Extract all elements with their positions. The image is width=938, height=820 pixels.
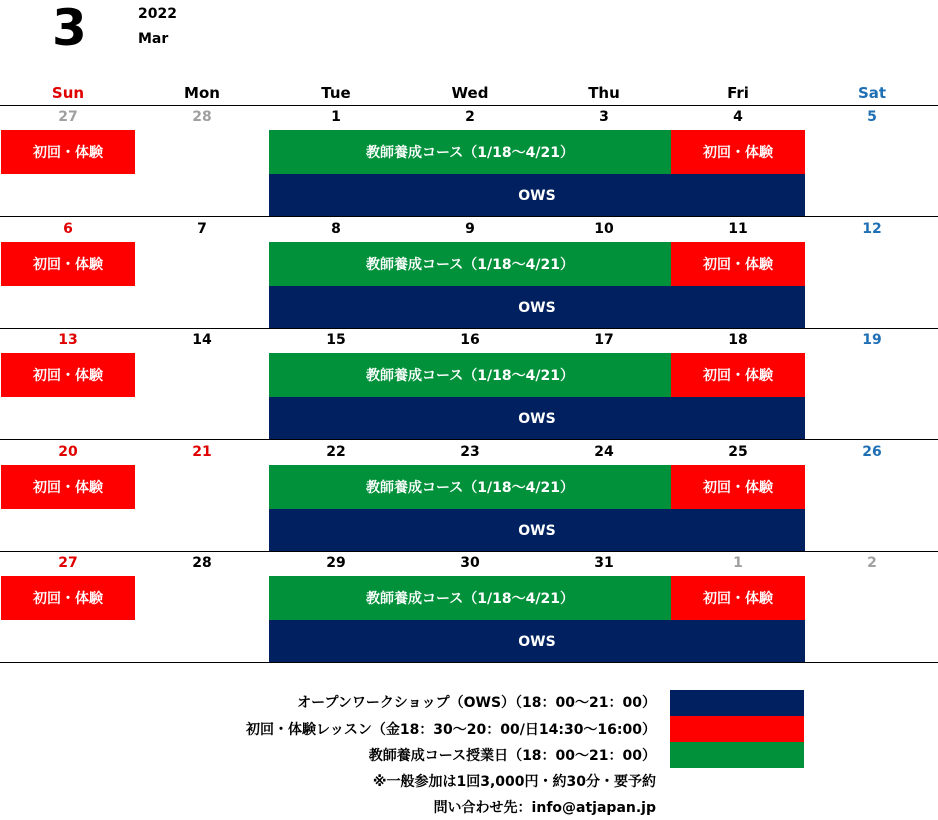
teacher-course-event[interactable]: 教師養成コース（1/18～4/21） [269,130,671,174]
day-number[interactable]: 18 [728,332,748,348]
weekday-thu: Thu [588,84,620,102]
legend-teacher-label: 教師養成コース授業日（18：00～21：00） [368,748,656,764]
day-number[interactable]: 5 [867,109,877,125]
day-number[interactable]: 1 [733,555,743,571]
row-divider [0,439,938,440]
day-number[interactable]: 12 [862,221,882,237]
weekday-wed: Wed [451,84,489,102]
day-number[interactable]: 9 [465,221,475,237]
row-divider [0,105,938,106]
day-number[interactable]: 6 [63,221,73,237]
day-number[interactable]: 20 [58,444,78,460]
day-number[interactable]: 10 [594,221,614,237]
ows-event[interactable]: OWS [269,509,805,552]
weekday-mon: Mon [184,84,220,102]
weekday-sat: Sat [857,84,887,102]
month-number: 3 [52,0,87,57]
trial-lesson-event-fri[interactable]: 初回・体験 [671,576,805,620]
day-number[interactable]: 8 [331,221,341,237]
teacher-course-event[interactable]: 教師養成コース（1/18～4/21） [269,576,671,620]
legend-trial-swatch [670,716,804,742]
day-number[interactable]: 26 [862,444,882,460]
weekday-fri: Fri [727,84,749,102]
row-divider [0,328,938,329]
year-label: 2022 [138,6,177,22]
day-number[interactable]: 4 [733,109,743,125]
day-number[interactable]: 30 [460,555,480,571]
row-divider [0,216,938,217]
day-number[interactable]: 28 [192,555,212,571]
trial-lesson-event-sun[interactable]: 初回・体験 [1,353,135,397]
day-number[interactable]: 16 [460,332,480,348]
teacher-course-event[interactable]: 教師養成コース（1/18～4/21） [269,465,671,509]
teacher-course-event[interactable]: 教師養成コース（1/18～4/21） [269,242,671,286]
month-name-label: Mar [138,31,169,47]
legend-ows-swatch [670,690,804,716]
day-number[interactable]: 2 [867,555,877,571]
day-number[interactable]: 25 [728,444,748,460]
trial-lesson-event-sun[interactable]: 初回・体験 [1,576,135,620]
day-number[interactable]: 29 [326,555,346,571]
trial-lesson-event-fri[interactable]: 初回・体験 [671,465,805,509]
day-number[interactable]: 11 [728,221,748,237]
trial-lesson-event-fri[interactable]: 初回・体験 [671,242,805,286]
trial-lesson-event-sun[interactable]: 初回・体験 [1,130,135,174]
ows-event[interactable]: OWS [269,397,805,440]
trial-lesson-event-fri[interactable]: 初回・体験 [671,130,805,174]
day-number[interactable]: 7 [197,221,207,237]
teacher-course-event[interactable]: 教師養成コース（1/18～4/21） [269,353,671,397]
day-number[interactable]: 15 [326,332,346,348]
weekday-tue: Tue [321,84,351,102]
day-number[interactable]: 27 [58,555,78,571]
day-number[interactable]: 2 [465,109,475,125]
day-number[interactable]: 19 [862,332,882,348]
weekday-sun: Sun [51,84,85,102]
ows-event[interactable]: OWS [269,620,805,663]
day-number[interactable]: 1 [331,109,341,125]
day-number[interactable]: 21 [192,444,212,460]
trial-lesson-event-sun[interactable]: 初回・体験 [1,465,135,509]
ows-event[interactable]: OWS [269,286,805,329]
legend-ows-label: オープンワークショップ（OWS）（18：00～21：00） [297,695,656,711]
row-divider [0,551,938,552]
day-number[interactable]: 24 [594,444,614,460]
ows-event[interactable]: OWS [269,174,805,217]
legend-note: ※一般参加は1回3,000円・約30分・要予約 [372,774,656,790]
trial-lesson-event-sun[interactable]: 初回・体験 [1,242,135,286]
legend-trial-label: 初回・体験レッスン（金18：30～20：00/日14:30～16:00） [245,722,656,738]
day-number[interactable]: 28 [192,109,212,125]
trial-lesson-event-fri[interactable]: 初回・体験 [671,353,805,397]
legend-contact: 問い合わせ先：info@atjapan.jp [433,800,656,816]
day-number[interactable]: 17 [594,332,614,348]
day-number[interactable]: 31 [594,555,614,571]
row-divider [0,662,938,663]
day-number[interactable]: 3 [599,109,609,125]
day-number[interactable]: 27 [58,109,78,125]
day-number[interactable]: 13 [58,332,78,348]
day-number[interactable]: 14 [192,332,212,348]
day-number[interactable]: 22 [326,444,346,460]
day-number[interactable]: 23 [460,444,480,460]
legend-teacher-swatch [670,742,804,768]
